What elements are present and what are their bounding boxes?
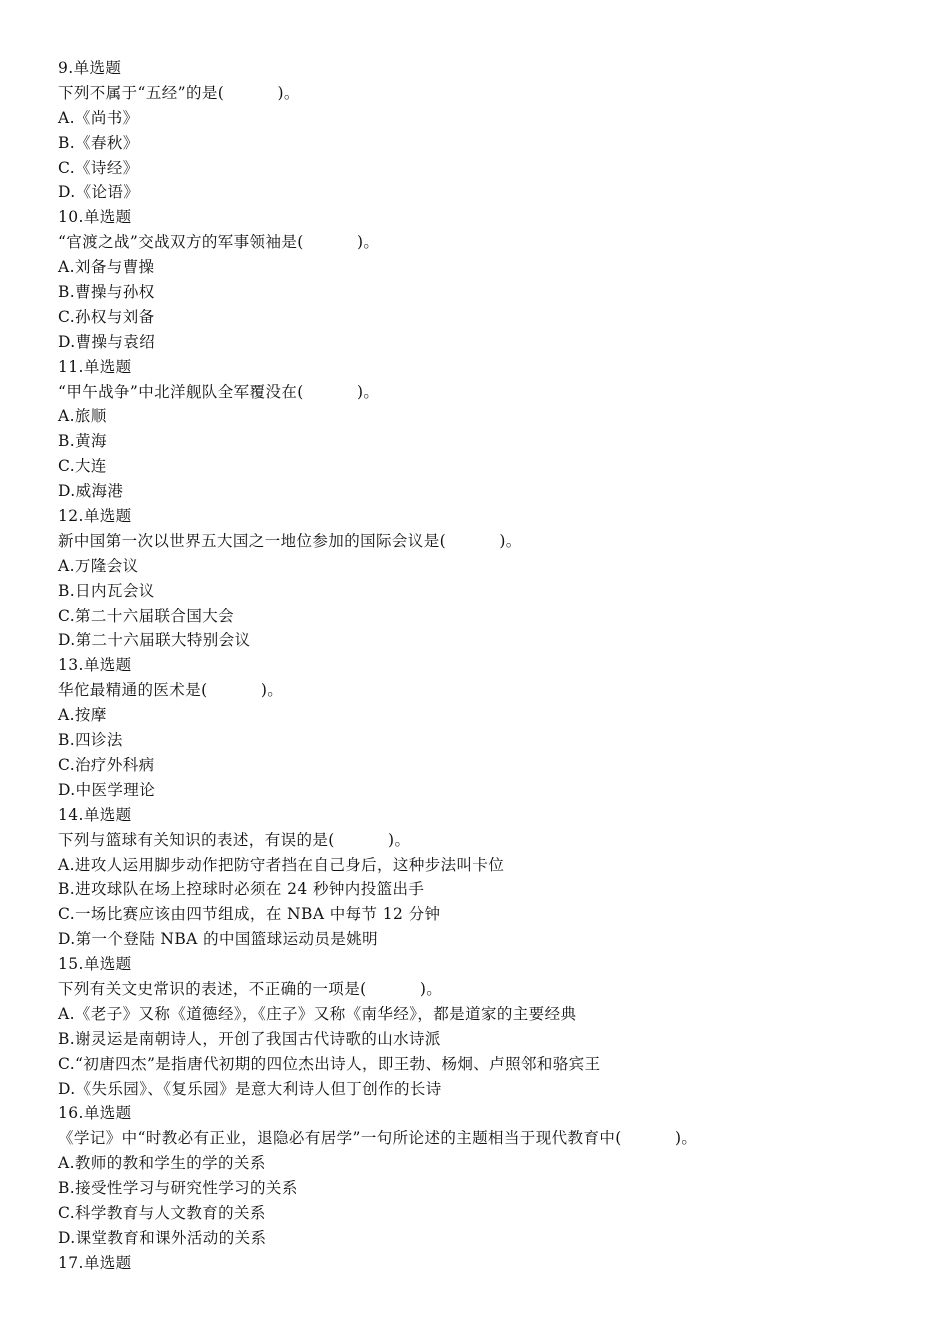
option-b: B.日内瓦会议 (58, 581, 155, 600)
option-c: C.一场比赛应该由四节组成，在 NBA 中每节 12 分钟 (58, 905, 441, 924)
option-a: A.按摩 (58, 706, 107, 725)
question-stem: “甲午战争”中北洋舰队全军覆没在( )。 (58, 382, 380, 401)
option-c: C.《诗经》 (58, 158, 139, 177)
option-a: A.《老子》又称《道德经》，《庄子》又称《南华经》，都是道家的主要经典 (58, 1004, 577, 1023)
option-d: D.《失乐园》、《复乐园》是意大利诗人但丁创作的长诗 (58, 1079, 442, 1098)
option-c: C.第二十六届联合国大会 (58, 606, 235, 625)
question-header: 17.单选题 (58, 1253, 132, 1272)
question-stem: 《学记》中“时教必有正业，退隐必有居学”一句所论述的主题相当于现代教育中( )。 (58, 1129, 698, 1148)
question-stem: “官渡之战”交战双方的军事领袖是( )。 (58, 233, 380, 252)
option-d: D.威海港 (58, 482, 124, 501)
question-block (58, 952, 918, 1101)
option-b: B.进攻球队在场上控球时必须在 24 秒钟内投篮出手 (58, 880, 425, 899)
question-header: 14.单选题 (58, 805, 132, 824)
option-b: B.谢灵运是南朝诗人，开创了我国古代诗歌的山水诗派 (58, 1029, 441, 1048)
option-d: D.中医学理论 (58, 780, 156, 799)
question-block (58, 1101, 918, 1250)
question-header: 11.单选题 (58, 357, 132, 376)
option-c: C.“初唐四杰”是指唐代初期的四位杰出诗人，即王勃、杨炯、卢照邻和骆宾王 (58, 1054, 601, 1073)
option-d: D.《论语》 (58, 183, 140, 202)
option-d: D.第一个登陆 NBA 的中国篮球运动员是姚明 (58, 930, 379, 949)
question-header: 13.单选题 (58, 656, 132, 675)
option-a: A.《尚书》 (58, 108, 139, 127)
question-stem: 华佗最精通的医术是( )。 (58, 681, 284, 700)
question-block (58, 56, 918, 205)
option-b: B.曹操与孙权 (58, 283, 155, 302)
question-block (58, 205, 918, 354)
option-a: A.万隆会议 (58, 556, 139, 575)
option-c: C.治疗外科病 (58, 755, 155, 774)
option-a: A.刘备与曹操 (58, 258, 155, 277)
question-block (58, 504, 918, 653)
question-stem: 新中国第一次以世界五大国之一地位参加的国际会议是( )。 (58, 531, 522, 550)
option-b: B.黄海 (58, 432, 107, 451)
option-b: B.接受性学习与研究性学习的关系 (58, 1179, 298, 1198)
option-a: A.教师的教和学生的学的关系 (58, 1154, 266, 1173)
question-header: 9.单选题 (58, 59, 122, 77)
question-header: 15.单选题 (58, 955, 132, 974)
question-block (58, 803, 918, 952)
question-header: 16.单选题 (58, 1104, 132, 1123)
question-block (58, 1251, 918, 1276)
option-d: D.曹操与袁绍 (58, 332, 156, 351)
option-c: C.大连 (58, 457, 107, 476)
question-header: 12.单选题 (58, 507, 132, 526)
option-b: B.《春秋》 (58, 133, 139, 152)
question-header: 10.单选题 (58, 208, 132, 227)
question-stem: 下列不属于“五经”的是( )。 (58, 83, 300, 102)
question-block (58, 355, 918, 504)
option-b: B.四诊法 (58, 731, 123, 750)
option-d: D.第二十六届联大特别会议 (58, 631, 251, 650)
option-a: A.旅顺 (58, 407, 107, 426)
option-d: D.课堂教育和课外活动的关系 (58, 1228, 267, 1247)
option-c: C.孙权与刘备 (58, 307, 155, 326)
option-a: A.进攻人运用脚步动作把防守者挡在自己身后，这种步法叫卡位 (58, 855, 505, 874)
question-stem: 下列与篮球有关知识的表述，有误的是( )。 (58, 830, 411, 849)
question-stem: 下列有关文史常识的表述，不正确的一项是( )。 (58, 979, 443, 998)
document-body (58, 56, 918, 1276)
question-block (58, 653, 918, 802)
option-c: C.科学教育与人文教育的关系 (58, 1203, 266, 1222)
